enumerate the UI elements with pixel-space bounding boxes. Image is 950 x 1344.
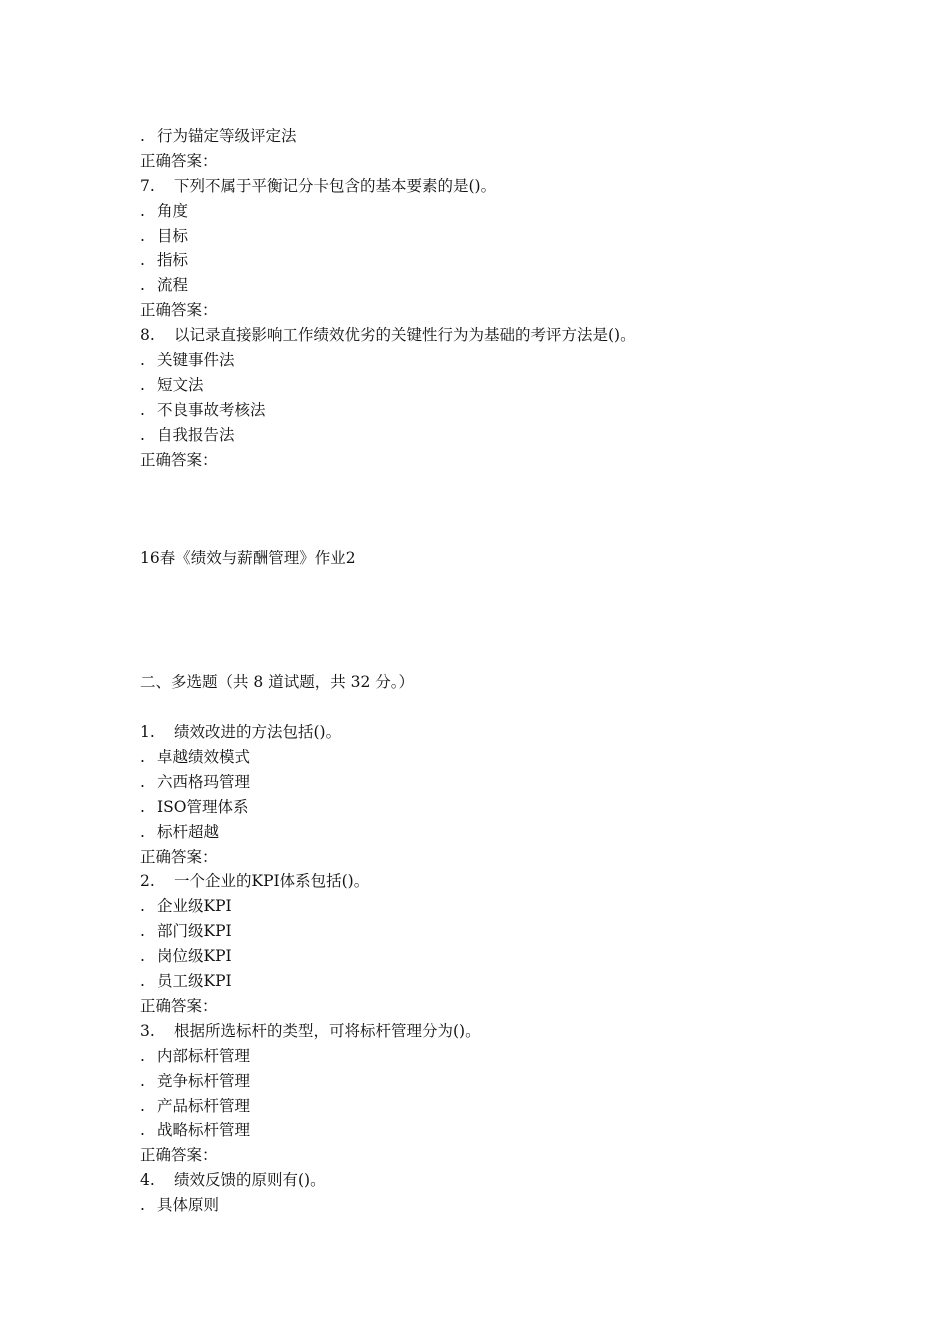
question-7: [140, 174, 900, 323]
mc-question-2: [140, 869, 900, 1018]
option-line: . 目标: [140, 226, 189, 245]
option-line: . 关键事件法: [140, 351, 235, 370]
option-line: . 岗位级KPI: [140, 947, 232, 966]
mc-question-4: [140, 1168, 900, 1218]
option-line: . 指标: [140, 251, 189, 270]
question-line: 7. 下列不属于平衡记分卡包含的基本要素的是()。: [140, 176, 497, 195]
mc-question-1: [140, 720, 900, 869]
option-line: . 六西格玛管理: [140, 772, 251, 791]
option-line: . 不良事故考核法: [140, 400, 266, 419]
option-line: . 短文法: [140, 375, 204, 394]
question-line: 3. 根据所选标杆的类型，可将标杆管理分为()。: [140, 1021, 481, 1040]
answer-label: 正确答案：: [140, 996, 218, 1015]
answer-label: 正确答案：: [140, 151, 218, 170]
option-line: . 产品标杆管理: [140, 1096, 251, 1115]
section-heading: 二、多选题（共 8 道试题，共 32 分。）: [140, 673, 415, 692]
mc-question-3: [140, 1019, 900, 1168]
option-line: . 自我报告法: [140, 425, 235, 444]
option-line: . 战略标杆管理: [140, 1121, 251, 1140]
option-line: . 具体原则: [140, 1196, 220, 1215]
answer-label: 正确答案：: [140, 301, 218, 320]
answer-label: 正确答案：: [140, 450, 218, 469]
option-line: . ISO管理体系: [140, 797, 249, 816]
option-line: . 员工级KPI: [140, 972, 232, 991]
option-line: . 企业级KPI: [140, 897, 232, 916]
option-line: . 竞争标杆管理: [140, 1071, 251, 1090]
answer-label: 正确答案：: [140, 847, 218, 866]
option-line: . 标杆超越: [140, 822, 220, 841]
doc-title: 16春《绩效与薪酬管理》作业2: [140, 549, 356, 568]
document-page: [140, 124, 900, 1218]
question-line: 1. 绩效改进的方法包括()。: [140, 723, 342, 742]
answer-label: 正确答案：: [140, 1146, 218, 1165]
option-line: . 角度: [140, 201, 189, 220]
question-line: 4. 绩效反馈的原则有()。: [140, 1171, 326, 1190]
question-8: [140, 323, 900, 472]
option-line: . 内部标杆管理: [140, 1046, 251, 1065]
option-line: . 部门级KPI: [140, 922, 232, 941]
prev-question-tail: [140, 124, 900, 174]
question-line: 2. 一个企业的KPI体系包括()。: [140, 872, 370, 891]
option-line: . 卓越绩效模式: [140, 748, 251, 767]
option-line: . 行为锚定等级评定法: [140, 127, 297, 145]
question-line: 8. 以记录直接影响工作绩效优劣的关键性行为为基础的考评方法是()。: [140, 326, 636, 345]
option-line: . 流程: [140, 276, 189, 295]
